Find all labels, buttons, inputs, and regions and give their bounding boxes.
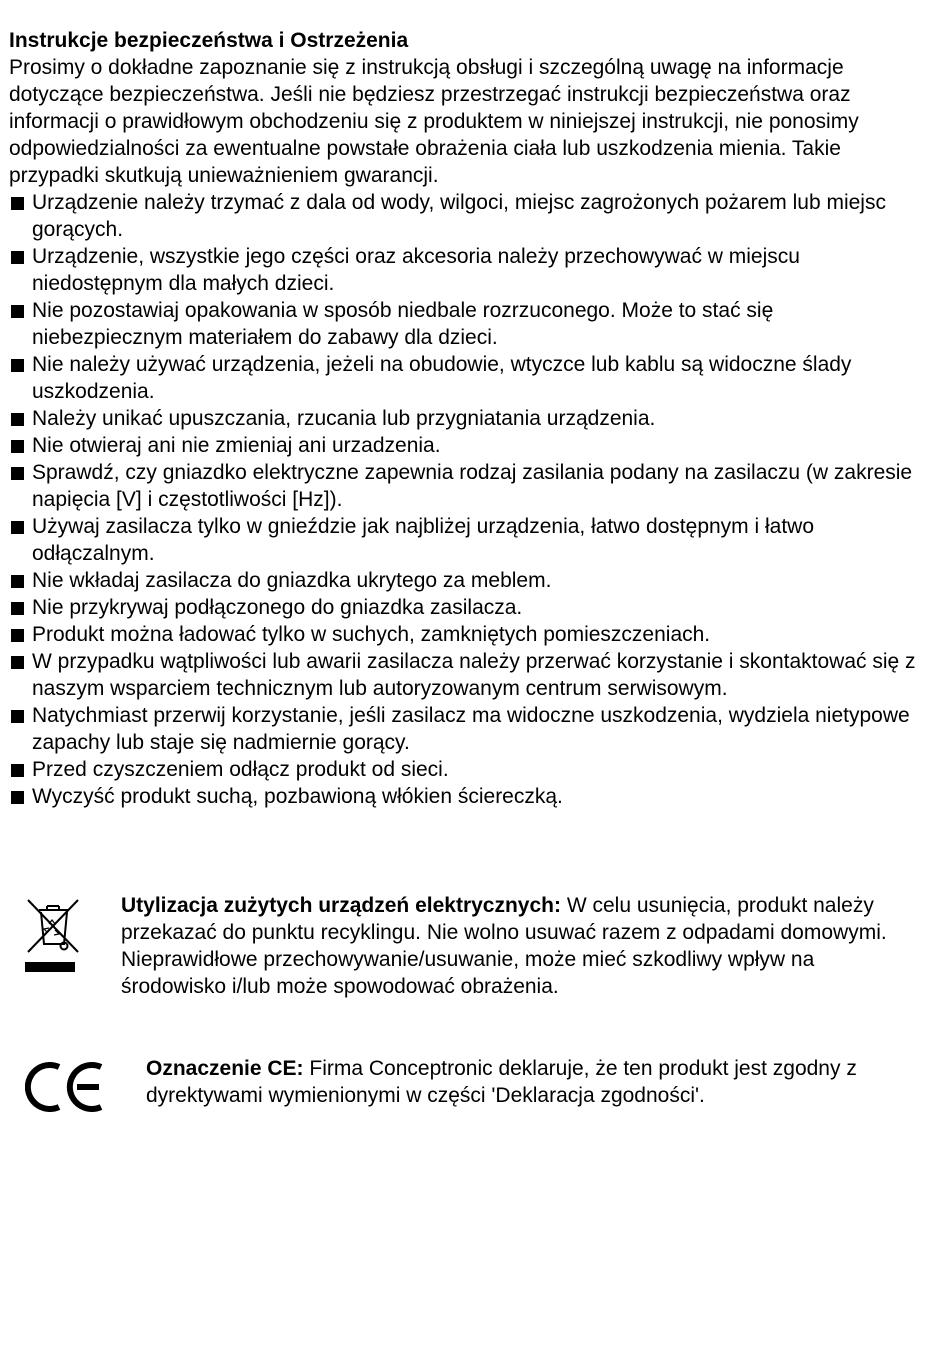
list-item xyxy=(9,297,924,351)
weee-heading: Utylizacja zużytych urządzeń elektrycznych: xyxy=(121,894,561,917)
list-item xyxy=(9,702,924,756)
list-item-text: Urządzenie należy trzymać z dala od wody, wilgoci, miejsc zagrożonych pożarem lub miejsc gorących. xyxy=(32,191,886,241)
list-item xyxy=(9,243,924,297)
bullet-square-icon xyxy=(11,575,24,588)
bullet-square-icon xyxy=(11,305,24,318)
list-item-text: Produkt można ładować tylko w suchych, zamkniętych pomieszczeniach. xyxy=(32,623,711,646)
ce-mark-icon xyxy=(25,1061,107,1113)
list-item xyxy=(9,351,924,405)
bullet-square-icon xyxy=(11,413,24,426)
list-item xyxy=(9,432,924,459)
list-item-text: Nie pozostawiaj opakowania w sposób niedbale rozrzuconego. Może to stać się niebezpiecznym materiałem do zabawy dla dzieci. xyxy=(32,299,774,349)
bullet-square-icon xyxy=(11,197,24,210)
list-item xyxy=(9,621,924,648)
list-item xyxy=(9,405,924,432)
bullet-square-icon xyxy=(11,764,24,777)
ce-heading: Oznaczenie CE: xyxy=(146,1057,304,1080)
bullet-square-icon xyxy=(11,791,24,804)
safety-page xyxy=(9,27,924,1107)
intro-paragraph: Prosimy o dokładne zapoznanie się z instrukcją obsługi i szczególną uwagę na informacje dotyczące bezpieczeństwa. Jeśli nie będziesz przestrzegać instrukcji bezpieczeństwa oraz informacji o prawidłowym obchodzeniu się z produktem w niniejszej instrukcji, nie ponosimy odpowiedzialności za ewentualne powstałe obrażenia ciała lub uszkodzenia mienia. Takie przypadki skutkują unieważnieniem gwarancji. xyxy=(9,56,859,187)
list-item-text: Nie należy używać urządzenia, jeżeli na obudowie, wtyczce lub kablu są widoczne ślady uszkodzenia. xyxy=(32,353,852,403)
list-item xyxy=(9,567,924,594)
ce-text xyxy=(146,1055,921,1109)
crossed-out-wheelie-bin-icon xyxy=(25,896,81,974)
list-item-text: Należy unikać upuszczania, rzucania lub przygniatania urządzenia. xyxy=(32,407,656,430)
weee-disposal-notice xyxy=(9,892,924,1032)
list-item xyxy=(9,459,924,513)
list-item xyxy=(9,756,924,783)
list-item xyxy=(9,783,924,810)
bullet-square-icon xyxy=(11,602,24,615)
ce-marking-notice xyxy=(9,1055,924,1115)
list-item xyxy=(9,189,924,243)
list-item-text: Natychmiast przerwij korzystanie, jeśli zasilacz ma widoczne uszkodzenia, wydziela nietypowe zapachy lub staje się nadmiernie gorący. xyxy=(32,704,910,754)
list-item xyxy=(9,513,924,567)
bullet-square-icon xyxy=(11,467,24,480)
bullet-square-icon xyxy=(11,359,24,372)
list-item-text: Używaj zasilacza tylko w gnieździe jak najbliżej urządzenia, łatwo dostępnym i łatwo odłączalnym. xyxy=(32,515,815,565)
list-item-text: Wyczyść produkt suchą, pozbawioną włókien ściereczką. xyxy=(32,785,563,808)
bullet-square-icon xyxy=(11,440,24,453)
list-item-text: Nie wkładaj zasilacza do gniazdka ukrytego za meblem. xyxy=(32,569,552,592)
list-item-text: Przed czyszczeniem odłącz produkt od sieci. xyxy=(32,758,449,781)
weee-body: W celu usunięcia, produkt należy przekazać do punktu recyklingu. Nie wolno usuwać razem z odpadami domowymi. Nieprawidłowe przechowywanie/usuwanie, może mieć szkodliwy wpływ na środowisko i/lub może spowodować obrażenia. xyxy=(121,894,887,998)
bullet-square-icon xyxy=(11,629,24,642)
ce-body: Firma Conceptronic deklaruje, że ten produkt jest zgodny z dyrektywami wymienionymi w części 'Deklaracja zgodności'. xyxy=(146,1057,857,1107)
page-title: Instrukcje bezpieczeństwa i Ostrzeżenia xyxy=(9,29,409,52)
list-item xyxy=(9,648,924,702)
bullet-square-icon xyxy=(11,710,24,723)
list-item-text: W przypadku wątpliwości lub awarii zasilacza należy przerwać korzystanie i skontaktować się z naszym wsparciem technicznym lub autoryzowanym centrum serwisowym. xyxy=(32,650,916,700)
bullet-square-icon xyxy=(11,521,24,534)
list-item-text: Nie otwieraj ani nie zmieniaj ani urzadzenia. xyxy=(32,434,441,457)
list-item-text: Urządzenie, wszystkie jego części oraz akcesoria należy przechowywać w miejscu niedostępnym dla małych dzieci. xyxy=(32,245,800,295)
safety-list xyxy=(9,189,924,810)
list-item-text: Nie przykrywaj podłączonego do gniazdka zasilacza. xyxy=(32,596,523,619)
weee-text xyxy=(121,892,911,1000)
bullet-square-icon xyxy=(11,251,24,264)
bullet-square-icon xyxy=(11,656,24,669)
list-item-text: Sprawdź, czy gniazdko elektryczne zapewnia rodzaj zasilania podany na zasilaczu (w zakresie napięcia [V] i częstotliwości [Hz]). xyxy=(32,461,913,511)
list-item xyxy=(9,594,924,621)
